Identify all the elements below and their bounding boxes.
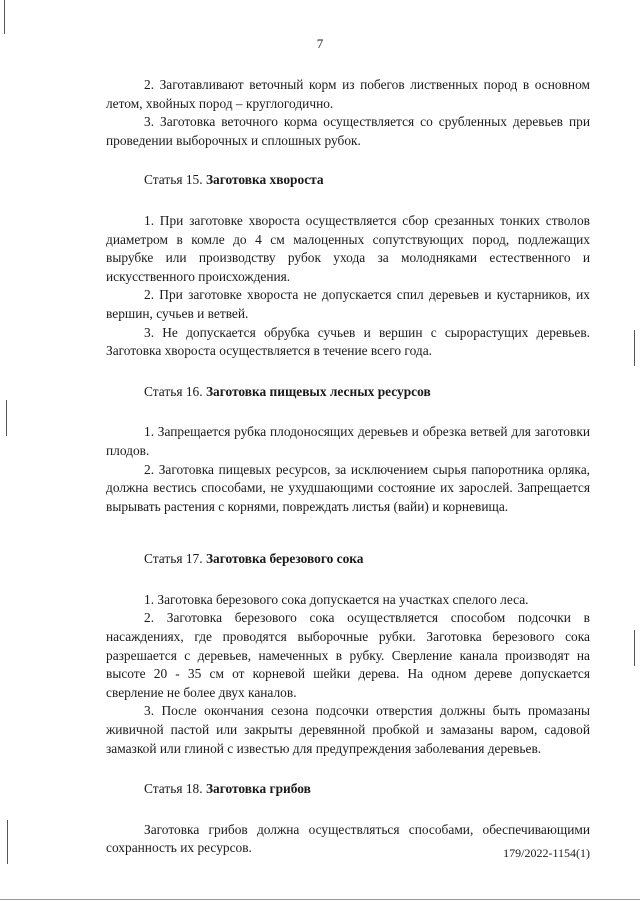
article-heading <box>106 550 590 569</box>
paragraph: 1. Заготовка березового сока допускается на участках спелого леса. <box>144 591 529 607</box>
paragraph: 1. При заготовке хвороста осуществляется сбор срезанных тонких стволов диаметром в комле до 4 см малоценных сопутствующих пород, подлежащих вырубке или производству рубок ухода за молодняками естественного и искусственного происхождения. <box>106 212 590 284</box>
paragraph: Заготовка грибов должна осуществляться способами, обеспечивающими сохранность их ресурсов. <box>106 821 590 856</box>
paragraph: 1. Запрещается рубка плодоносящих деревьев и обрезка ветвей для заготовки плодов. <box>106 424 590 458</box>
scan-edge-mark <box>634 330 635 366</box>
document-body <box>106 76 590 858</box>
paragraph: 2. Заготовка березового сока осуществляется способом подсочки в насаждениях, где проводятся выборочные рубки. Заготовка березового сока разрешается с деревьев, намеченных в рубку. Сверление канала производят на высоте 20 - 35 см от корневой шейки дерева. На одном дереве допускается сверление не более двух каналов. <box>106 610 590 700</box>
scan-edge-mark <box>7 820 8 864</box>
page-number: 7 <box>316 36 324 51</box>
paragraph: 3. Заготовка веточного корма осуществляется со срубленных деревьев при проведении выборочных и сплошных рубок. <box>106 114 590 148</box>
article-title: Заготовка пищевых лесных ресурсов <box>205 383 431 399</box>
article-number: Статья 15. <box>144 172 203 188</box>
article-number: Статья 17. <box>144 551 203 567</box>
scan-edge-mark <box>634 630 635 666</box>
article-title: Заготовка грибов <box>205 781 311 797</box>
article-number: Статья 16. <box>144 383 203 399</box>
article-heading <box>106 383 590 402</box>
scan-edge-mark <box>6 400 7 436</box>
article-number: Статья 18. <box>144 781 203 797</box>
scan-edge-mark <box>4 0 5 34</box>
article-heading <box>106 171 590 190</box>
paragraph: 2. Заготавливают веточный корм из побегов лиственных пород в основном летом, хвойных пород – круглогодично. <box>106 77 590 111</box>
document-code: 179/2022-1154(1) <box>503 846 590 860</box>
paragraph: 3. Не допускается обрубка сучьев и вершин с сырорастущих деревьев. Заготовка хвороста осуществляется в течение всего года. <box>106 324 590 359</box>
scan-bottom-edge <box>0 899 640 900</box>
article-title: Заготовка хвороста <box>205 172 324 188</box>
article-heading <box>106 780 590 799</box>
paragraph: 2. При заготовке хвороста не допускается спил деревьев и кустарников, их вершин, сучьев и ветвей. <box>106 287 590 321</box>
article-title: Заготовка березового сока <box>205 551 364 567</box>
paragraph: 2. Заготовка пищевых ресурсов, за исключением сырья папоротника орляка, должна вестись способами, не ухудшающими состояние их зарослей. Запрещается вырывать растения с корнями, повреждать листья (вайи) и корневища. <box>106 461 590 514</box>
paragraph: 3. После окончания сезона подсочки отверстия должны быть промазаны живичной пастой или закрыты деревянной пробкой и замазаны варом, садовой замазкой или глиной с известью для предупреждения заболевания деревьев. <box>106 703 590 756</box>
